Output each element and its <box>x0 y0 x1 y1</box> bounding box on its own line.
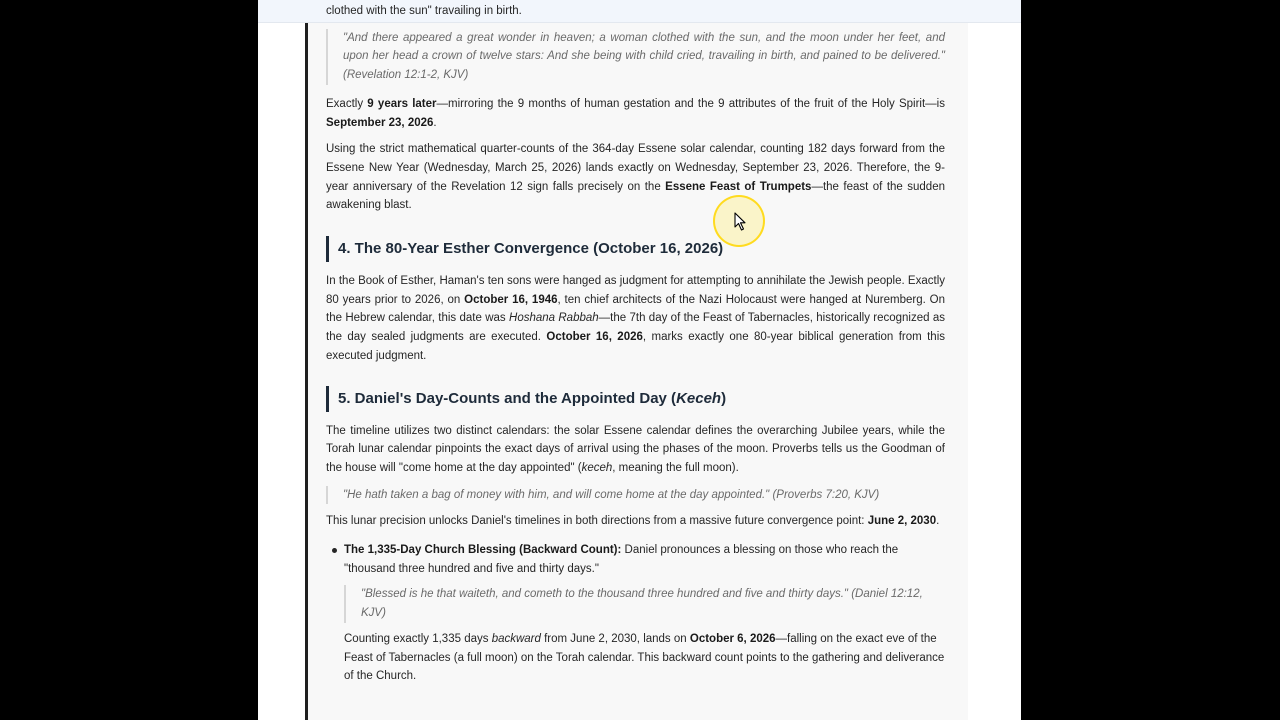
paragraph-lunar-precision: This lunar precision unlocks Daniel's timelines in both directions from a massive future convergence point: June 2, 2030. <box>326 515 940 528</box>
partial-paragraph: clothed with the sun" travailing in birth. <box>326 5 522 17</box>
paragraph-nine-years: Exactly 9 years later—mirroring the 9 months of human gestation and the 9 attributes of the fruit of the Holy Spirit—is September 23, 2026. <box>326 97 945 129</box>
day-count-list <box>326 541 945 686</box>
paragraph-backward-count: Counting exactly 1,335 days backward from June 2, 2030, lands on October 6, 2026—falling on the exact eve of the Feast of Tabernacles (a full moon) on the Torah calendar. This backward count points to the gathering and deliverance of the Church. <box>344 632 945 683</box>
browser-page <box>258 0 1021 720</box>
paragraph-two-calendars: The timeline utilizes two distinct calendars: the solar Essene calendar defines the overarching Jubilee years, while the Torah lunar calendar pinpoints the exact days of arrival using the phases of the moon. Proverbs tells us the Goodman of the house will "come home at the day appointed" (keceh, meaning the full moon). <box>326 424 945 474</box>
paragraph-esther: In the Book of Esther, Haman's ten sons were hanged as judgment for attempting to annihilate the Jewish people. Exactly 80 years prior to 2026, on October 16, 1946, ten chief architects of the Nazi Holocaust were hanged at Nuremberg. On the Hebrew calendar, this date was Hoshana Rabbah—the 7th day of the Feast of Tabernacles, historically recognized as the day sealed judgments are executed. October 16, 2026, marks exactly one 80-year biblical generation from this executed judgment. <box>326 275 946 362</box>
blockquote-revelation: "And there appeared a great wonder in heaven; a woman clothed with the sun, and the moon under her feet, and upon her head a crown of twelve stars: And she being with child cried, travailing in birth, and pained to be delivered." (Revelation 12:1-2, KJV) <box>326 29 945 85</box>
bullet-icon <box>332 548 337 553</box>
blockquote-proverbs: "He hath taken a bag of money with him, and will come home at the day appointed." (Proverbs 7:20, KJV) <box>326 486 945 505</box>
article-content <box>326 5 946 686</box>
list-item: The 1,335-Day Church Blessing (Backward Count): Daniel pronounces a blessing on those who reach the "thousand three hundred and five and thirty days." "Blessed is he that waiteth, and cometh to the thousand three hundred and five and thirty days." (Daniel 12:12, KJV) Counting exactly 1,335 days backward from June 2, 2030, lands on October 6, 2026—falling on the exact eve of the Feast of Tabernacles (a full moon) on the Torah calendar. This backward count points to the gathering and deliverance of the Church. <box>344 541 945 686</box>
heading-esther-convergence: 4. The 80-Year Esther Convergence (October 16, 2026) <box>326 236 945 262</box>
blockquote-daniel: "Blessed is he that waiteth, and cometh to the thousand three hundred and five and thirty days." (Daniel 12:12, KJV) <box>344 585 945 622</box>
paragraph-essene-calendar: Using the strict mathematical quarter-counts of the 364-day Essene solar calendar, counting 182 days forward from the Essene New Year (Wednesday, March 25, 2026) lands exactly on Wednesday, September 23, 2026. Therefore, the 9-year anniversary of the Revelation 12 sign falls precisely on the Essene Feast of Trumpets—the feast of the sudden awakening blast. <box>326 143 945 212</box>
arrow-cursor-icon <box>734 212 748 232</box>
heading-daniel-day-counts: 5. Daniel's Day-Counts and the Appointed Day (Keceh) <box>326 386 945 412</box>
